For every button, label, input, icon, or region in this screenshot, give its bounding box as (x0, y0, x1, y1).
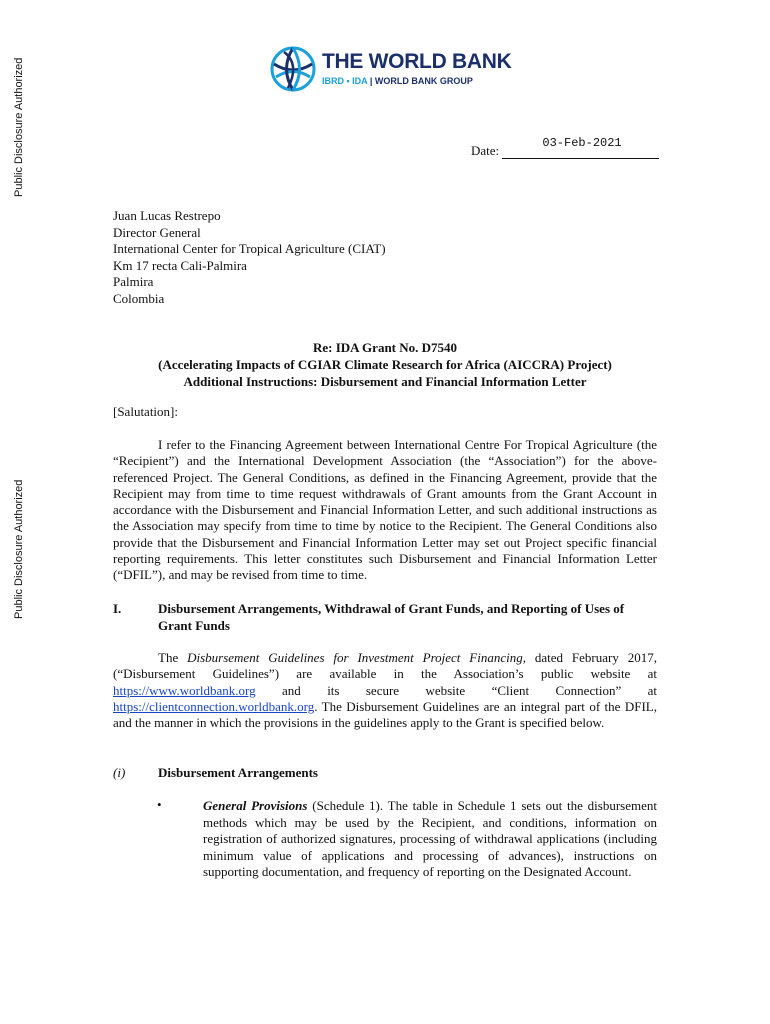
bullet-general-provisions (203, 798, 657, 881)
address-line: Km 17 recta Cali-Palmira (113, 257, 247, 273)
date-field (502, 136, 659, 159)
bullet-body: (Schedule 1). The table in Schedule 1 sets out the disbursement methods which may be used by the Recipient, and conditions, information on registration of authorized signatures, processing of withdrawal applications (including minimum value of applications and processing of advances), instructions on supporting documentation, and frequency of reporting on the Designated Account. (203, 798, 657, 879)
side-label-public-disclosure-middle: Public Disclosure Authorized (13, 479, 25, 619)
guidelines-text-2: dated February 2017, (“Disbursement Guidelines”) are available in the Association’s public website at (113, 650, 657, 682)
salutation: [Salutation]: (113, 404, 178, 419)
logo-subtitle (322, 76, 473, 86)
globe-icon (270, 46, 316, 92)
subject-line-grant: Re: IDA Grant No. D7540 (312, 340, 458, 355)
recipient-address (113, 208, 386, 307)
subject-line-instructions: Additional Instructions: Disbursement and Financial Information Letter (183, 374, 587, 389)
address-line: Colombia (113, 290, 165, 306)
worldbank-link[interactable]: https://www.worldbank.org (113, 682, 256, 698)
bullet-icon: • (157, 797, 162, 812)
address-line: Palmira (113, 274, 154, 289)
guidelines-title-italic: Disbursement Guidelines for Investment Project Financing, (187, 650, 526, 665)
subject-block (113, 339, 657, 390)
date-row (471, 136, 659, 159)
world-bank-logo (270, 46, 510, 96)
subsection-number: (i) (113, 765, 126, 780)
address-line: Juan Lucas Restrepo (113, 208, 221, 223)
bullet-lead: General Provisions (203, 798, 308, 813)
date-label: Date: (471, 143, 500, 158)
logo-separator: | (369, 76, 373, 86)
intro-paragraph: I refer to the Financing Agreement between International Centre For Tropical Agriculture (the “Recipient”) and the International Development Association (the “Association”) for the above-referenced Project. The General Conditions, as defined in the Financing Agreement, provide that the Recipient may from time to time request withdrawals of Grant amounts from the Grant Account in accordance with the Disbursement and Financial Information Letter, and such additional instructions as the Association may specify from time to time by notice to the Recipient. The General Conditions also provide that the Disbursement and Financial Information Letter may set out Project specific financial reporting requirements. This letter constitutes such Disbursement and Financial Information Letter (“DFIL”), and may be revised from time to time. (113, 437, 657, 583)
subject-line-project: (Accelerating Impacts of CGIAR Climate Research for Africa (AICCRA) Project) (158, 357, 612, 372)
guidelines-paragraph (113, 650, 657, 731)
clientconnection-link[interactable]: https://clientconnection.worldbank.org (113, 698, 315, 714)
guidelines-text-3: and its secure website “Client Connection” at (255, 682, 657, 698)
logo-group: WORLD BANK GROUP (374, 76, 473, 86)
section-title: Disbursement Arrangements, Withdrawal of Grant Funds, and Reporting of Uses of Grant Funds (158, 601, 625, 633)
date-value: 03-Feb-2021 (542, 136, 622, 150)
side-label-public-disclosure-top: Public Disclosure Authorized (13, 57, 25, 197)
guidelines-text-4: . The Disbursement Guidelines are an integral part of the DFIL, and the manner in which the provisions in the guidelines apply to the Grant is specified below. (113, 698, 657, 731)
logo-name: THE WORLD BANK (322, 50, 512, 73)
section-number: I. (113, 601, 122, 616)
address-line: International Center for Tropical Agriculture (CIAT) (113, 241, 386, 256)
address-line: Director General (113, 224, 201, 240)
logo-ibrd-ida: IBRD • IDA (322, 76, 368, 86)
subsection-title: Disbursement Arrangements (158, 765, 318, 780)
guidelines-text-1: The (158, 650, 188, 665)
